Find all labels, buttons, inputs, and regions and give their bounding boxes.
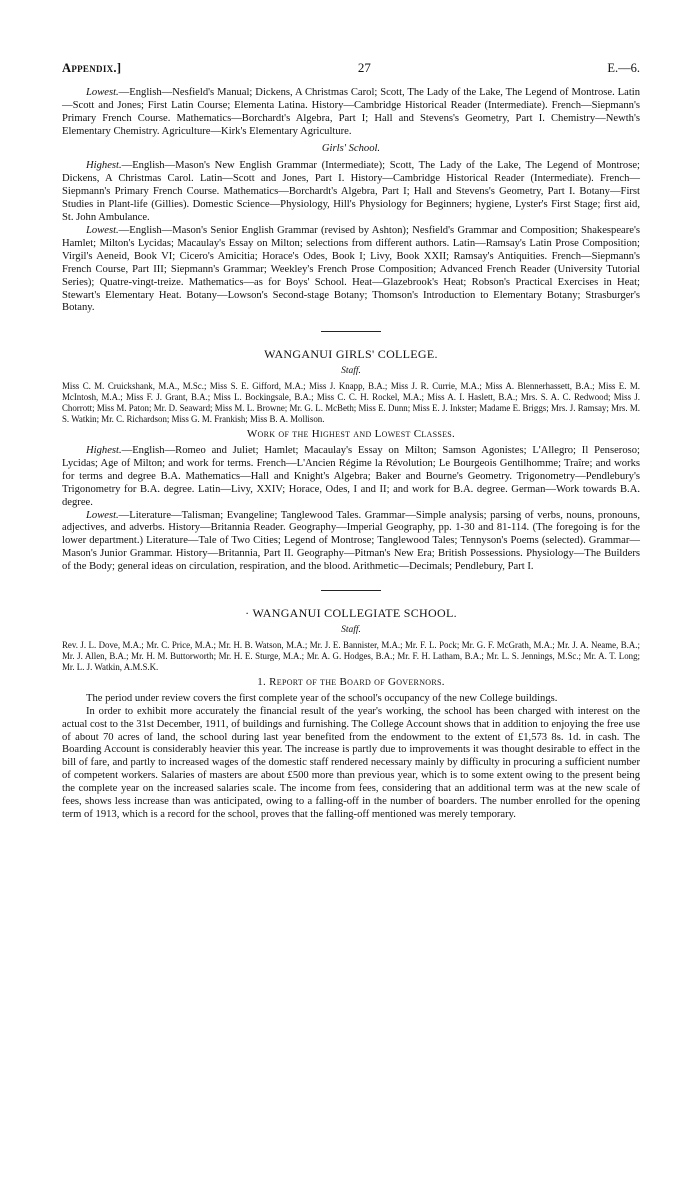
girls-school-title: Girls' School. <box>321 142 381 154</box>
report-paragraph-1: The period under review covers the first complete year of the school's occupancy of the new College buildings. <box>86 692 558 704</box>
header-reference: E.—6. <box>607 61 640 75</box>
college-lowest-paragraph <box>62 510 640 575</box>
girls-college-staff-label: Staff. <box>341 366 361 377</box>
college-highest-paragraph <box>62 445 640 510</box>
college-lowest-lead: Lowest. <box>86 509 119 521</box>
girls-lowest-paragraph <box>62 225 640 315</box>
collegiate-staff-label: Staff. <box>341 625 361 635</box>
boys-lowest-lead: Lowest. <box>86 86 119 98</box>
boys-lowest-text: —English—Nesfield's Manual; Dickens, A Christmas Carol; Scott, The Lady of the Lake, The Legend of Montrose. Latin—Scott and Jones; First Latin Course; Elementa Latina. History—Cambridge Historical Reader (Intermediate). French—Siepmann's Primary French Course. Mathematics—Borchardt's Algebra, Part I; Hall and Stevens's Geometry, Part I. Chemistry—Newth's Elementary Chemistry. Agriculture—Kirk's Elementary Agriculture. <box>62 86 640 137</box>
college-lowest-text: —Literature—Talisman; Evangeline; Tanglewood Tales. Grammar—Simple analysis; parsing of verbs, nouns, pronouns, adjectives, and adverbs. History—Britannia Reader. Geography—Imperial Geography, pp. 1-30 and 81-114. (The foregoing is for the lower department.) Literature—Tale of Two Cities; Legend of Montrose; Tanglewood Tales; Tennyson's Poems (selected). Grammar—Mason's Junior Grammar. History—Britannia, Part II. Geography—Pitman's New Era; British Possessions. Physiology—The Builders of the Body; general ideas on circulation, respiration, and the blood. Arithmetic—Decimals; Pendlebury, Part I. <box>62 509 640 573</box>
girls-highest-paragraph <box>62 160 640 225</box>
work-classes-heading: Work of the Highest and Lowest Classes. <box>246 428 456 441</box>
girls-lowest-lead: Lowest. <box>86 224 119 236</box>
page-header <box>62 62 640 75</box>
page-number: 27 <box>357 60 371 75</box>
collegiate-school-title: · WANGANUI COLLEGIATE SCHOOL. <box>245 606 457 621</box>
section-divider <box>321 331 381 332</box>
girls-highest-text: —English—Mason's New English Grammar (Intermediate); Scott, The Lady of the Lake, The Legend of Montrose; Dickens, A Christmas Carol. Latin—Scott and Jones, Part I. History—Cambridge Historical Reader (Intermediate). French—Siepmann's Primary French Course. Mathematics—Borchardt's Algebra, Part I; Hall and Stevens's Geometry, Part I. Botany—First Studies in Plant-life (Gillies). Domestic Science—Physiology, Hill's Physiology for Beginners; hygiene, Lyster's First Stage; first aid, St. John Ambulance. <box>62 160 640 224</box>
college-highest-lead: Highest. <box>86 445 122 457</box>
college-highest-text: —English—Romeo and Juliet; Hamlet; Macaulay's Essay on Milton; Samson Agonistes; L'Allegro; Il Penseroso; Lycidas; Age of Milton; and work for terms. French—L'Ancien Régime la Révolution; Le Bourgeois Gentilhomme; Traîre; and works for terms and degree B.A. Mathematics—Hall and Knight's Algebra; Baker and Bourne's Geometry. Trigonometry—Pendlebury's Trigonometry for B.A. degree. Latin—Livy, XXIV; Horace, Odes, I and II; and work for B.A. degree. German—Work towards B.A. degree. <box>62 445 640 508</box>
girls-college-title: WANGANUI GIRLS' COLLEGE. <box>264 347 438 362</box>
board-report-heading: 1. Report of the Board of Governors. <box>257 675 445 688</box>
section-divider <box>321 590 381 591</box>
collegiate-staff-list: Rev. J. L. Dove, M.A.; Mr. C. Price, M.A.; Mr. H. B. Watson, M.A.; Mr. J. E. Bannister, M.A.; Mr. F. L. Pock; Mr. G. F. McGrath, M.A.; Mr. J. A. Neame, B.A.; Mr. J. Allen, B.A.; Mr. H. M. Buttorworth; Mr. H. E. Sturge, M.A.; Mr. A. G. Hodges, B.A.; Mr. F. H. Latham, B.A.; Mr. L. S. Jennings, M.Sc.; Mr. A. T. Long; Mr. L. J. Watkin, A.M.S.K. <box>62 639 640 672</box>
header-appendix: Appendix.] <box>62 61 122 75</box>
girls-college-staff-list: Miss C. M. Cruickshank, M.A., M.Sc.; Miss S. E. Gifford, M.A.; Miss J. Knapp, B.A.; Miss J. R. Currie, M.A.; Miss A. Blennerhassett, B.A.; Miss E. M. McIntosh, M.A.; Miss F. J. Grant, B.A.; Miss L. Bockingsale, B.A.; Miss C. C. H. Rockel, M.A.; Miss A. I. Haslett, B.A.; Mrs. S. A. C. Redwood; Miss J. Chorrott; Miss M. Paton; Mr. D. Seaward; Miss M. L. Browne; Mr. G. L. McBeth; Miss E. Dunn; Miss E. J. Inkster; Madame E. Briggs; Mrs. J. Ramsay; Mrs. M. S. Watkin; Mr. C. Richardson; Miss G. M. Frankish; Miss B. A. Mollison. <box>62 381 640 425</box>
boys-lowest-paragraph <box>62 87 640 139</box>
girls-highest-lead: Highest. <box>86 160 122 172</box>
girls-lowest-text: —English—Mason's Senior English Grammar (revised by Ashton); Nesfield's Grammar and Composition; Shakespeare's Hamlet; Milton's Lycidas; Macaulay's Essay on Milton; selections from different authors. Latin—Ramsay's Latin Prose Composition; Virgil's Aeneid, Book VI; Cicero's Amicitia; Horace's Odes, Book I; Livy, Book XXII; Ramsay's Antiquities. French—Siepmann's French Course, Part III; Siepmann's Grammar; Weekley's French Prose Composition; Advanced French Reader (University Tutorial Series); Quatre-vingt-treize. Mathematics—as for Boys' School. Heat—Glazebrook's Heat; Robson's Practical Exercises in Heat; Stewart's Elementary Heat. Botany—Lowson's Second-stage Botany; Thomson's Introduction to Elementary Botany; Strasburger's Botany. <box>62 224 640 314</box>
report-paragraph-2: In order to exhibit more accurately the financial result of the year's working, the school has been charged with interest on the actual cost to the 31st December, 1911, of buildings and furnishing. The College Account shows that in addition to enjoying the free use of about 70 acres of land, the school during last year benefited from the endowment to the extent of £1,573 8s. 1d. in cash. The Boarding Account is considerably heavier this year. The increase is partly due to improvements it was thought desirable to effect in the bill of fare, and partly to increased wages of the domestic staff rendered necessary mainly by difficulty in procuring a sufficient number of competent workers. Salaries of masters are about £500 more than previous year, which is to some extent owing to the present being the complete year on the increased salaries scale. The income from fees, considering that an additional term was at the new scale of fees, shows less increase than was anticipated, owing to a falling-off in the number of boarders. The number enrolled for the opening term of 1913, which is a record for the school, proves that the falling-off mentioned was merely temporary. <box>62 705 640 820</box>
